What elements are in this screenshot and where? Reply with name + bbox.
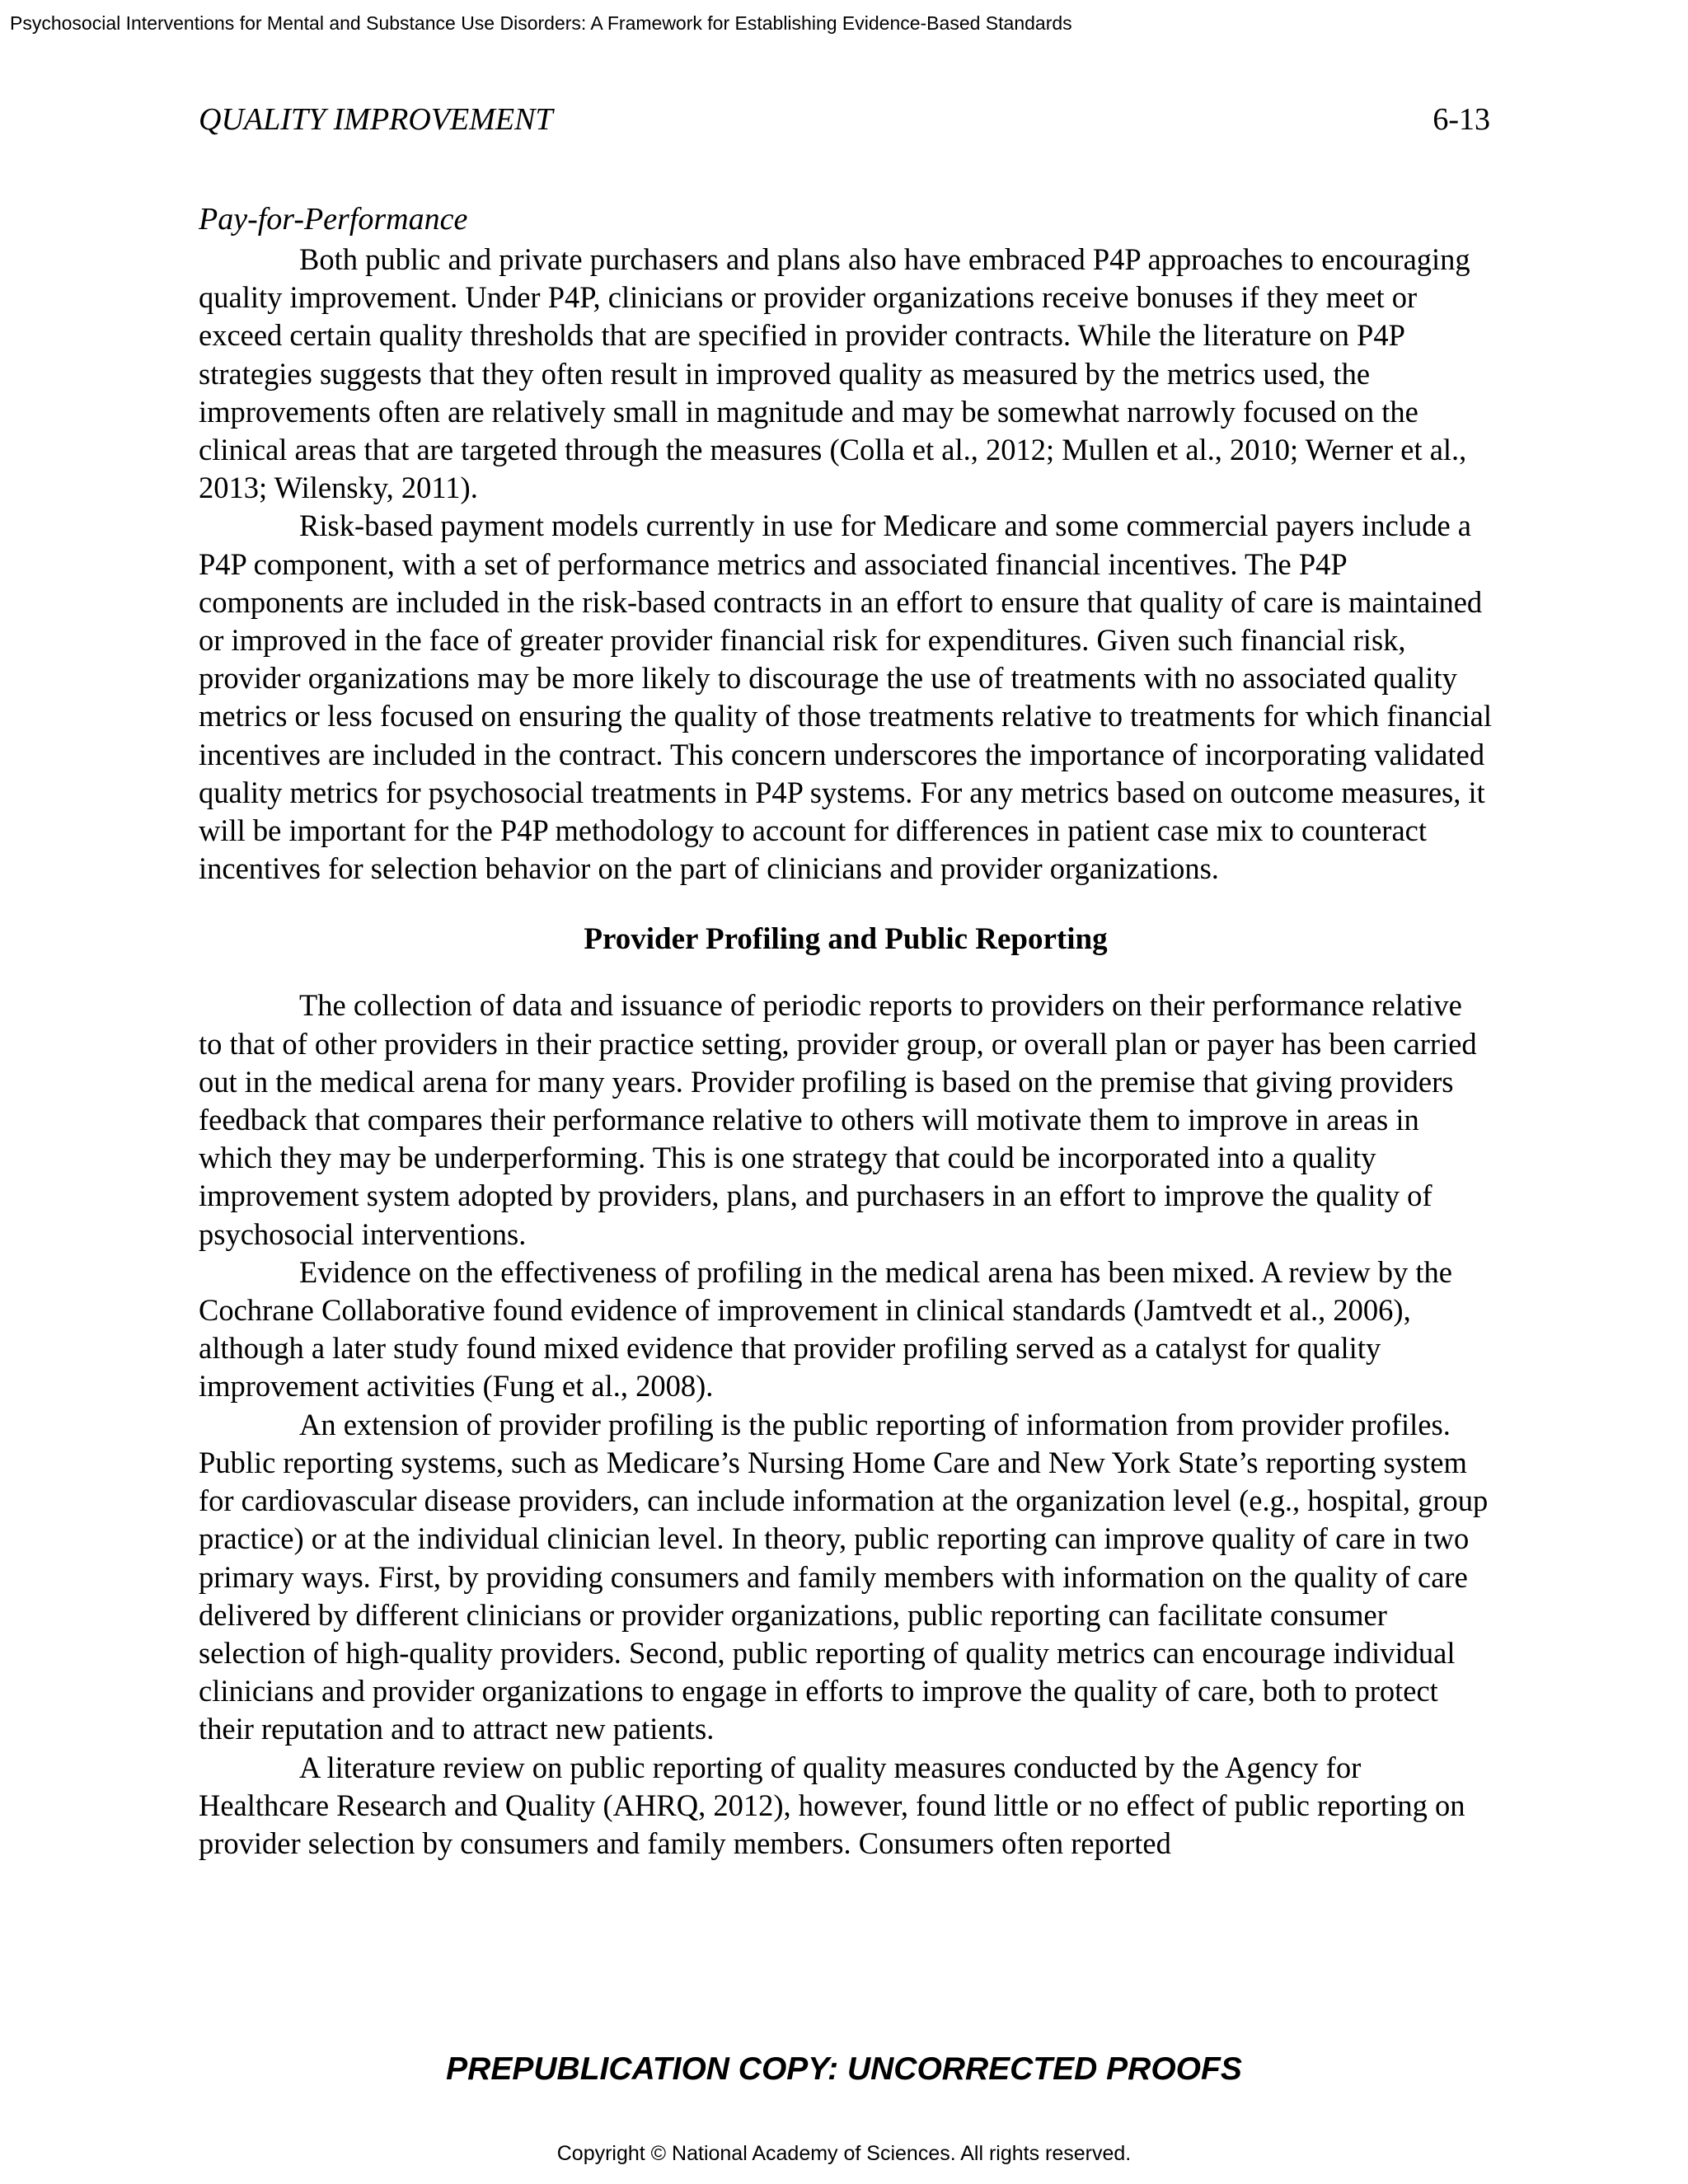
document-banner: Psychosocial Interventions for Mental and Substance Use Disorders: A Framework for Establishing Evidence-Based Standards — [10, 12, 1072, 34]
running-head — [199, 99, 1490, 140]
section-heading: Provider Profiling and Public Reporting — [584, 922, 1108, 957]
prepublication-stamp: PREPUBLICATION COPY: UNCORRECTED PROOFS — [446, 2051, 1242, 2087]
paragraph: Evidence on the effectiveness of profiling in the medical arena has been mixed. A review by the Cochrane Collaborative found evidence of improvement in clinical standards (Jamtvedt et al., 2006), although a later study found mixed evidence that provider profiling served as a catalyst for quality improvement activities (Fung et al., 2008). — [199, 1254, 1453, 1404]
paragraph: Both public and private purchasers and plans also have embraced P4P approaches to encouraging quality improvement. Under P4P, clinicians or provider organizations receive bonuses if they meet or exceed certain quality thresholds that are specified in provider contracts. While the literature on P4P strategies suggests that they often result in improved quality as measured by the metrics used, the improvements often are relatively small in magnitude and may be somewhat narrowly focused on the clinical areas that are targeted through the measures (Colla et al., 2012; Mullen et al., 2010; Werner et al., 2013; Wilensky, 2011). — [199, 242, 1470, 505]
paragraph: Risk-based payment models currently in use for Medicare and some commercial payers include a P4P component, with a set of performance metrics and associated financial incentives. The P4P components are included in the risk-based contracts in an effort to ensure that quality of care is maintained or improved in the face of greater provider financial risk for expenditures. Given such financial risk, provider organizations may be more likely to discourage the use of treatments with no associated quality metrics or less focused on ensuring the quality of those treatments relative to treatments for which financial incentives are included in the contract. This concern underscores the importance of incorporating validated quality metrics for psychosocial treatments in P4P systems. For any metrics based on outcome measures, it will be important for the P4P methodology to account for differences in patient case mix to counteract incentives for selection behavior on the part of clinicians and provider organizations. — [199, 509, 1493, 886]
copyright-notice: Copyright © National Academy of Sciences. All rights reserved. — [556, 2142, 1132, 2165]
paragraph: The collection of data and issuance of periodic reports to providers on their performance relative to that of other providers in their practice setting, provider group, or overall plan or payer has been carried out in the medical arena for many years. Provider profiling is based on the premise that giving providers feedback that compares their performance relative to others will motivate them to improve in areas in which they may be underperforming. This is one strategy that could be incorporated into a quality improvement system adopted by providers, plans, and purchasers in an effort to improve the quality of psychosocial interventions. — [199, 988, 1477, 1251]
paragraph: A literature review on public reporting of quality measures conducted by the Agency for Healthcare Research and Quality (AHRQ, 2012), however, found little or no effect of public reporting on provider selection by consumers and family members. Consumers often reported — [199, 1750, 1465, 1860]
page-body — [199, 198, 1493, 1863]
running-title: QUALITY IMPROVEMENT — [199, 102, 553, 137]
paragraph: An extension of provider profiling is the public reporting of information from provider profiles. Public reporting systems, such as Medicare’s Nursing Home Care and New York State’s reporting system for cardiovascular disease providers, can include information at the organization level (e.g., hospital, group practice) or at the individual clinician level. In theory, public reporting can improve quality of care in two primary ways. First, by providing consumers and family members with information on the quality of care delivered by different clinicians or provider organizations, public reporting can facilitate consumer selection of high-quality providers. Second, public reporting of quality metrics can encourage individual clinicians and provider organizations to engage in efforts to improve the quality of care, both to protect their reputation and to attract new patients. — [199, 1407, 1489, 1746]
subheading-pay-for-performance: Pay-for-Performance — [199, 202, 468, 237]
page-number: 6-13 — [1432, 102, 1490, 137]
